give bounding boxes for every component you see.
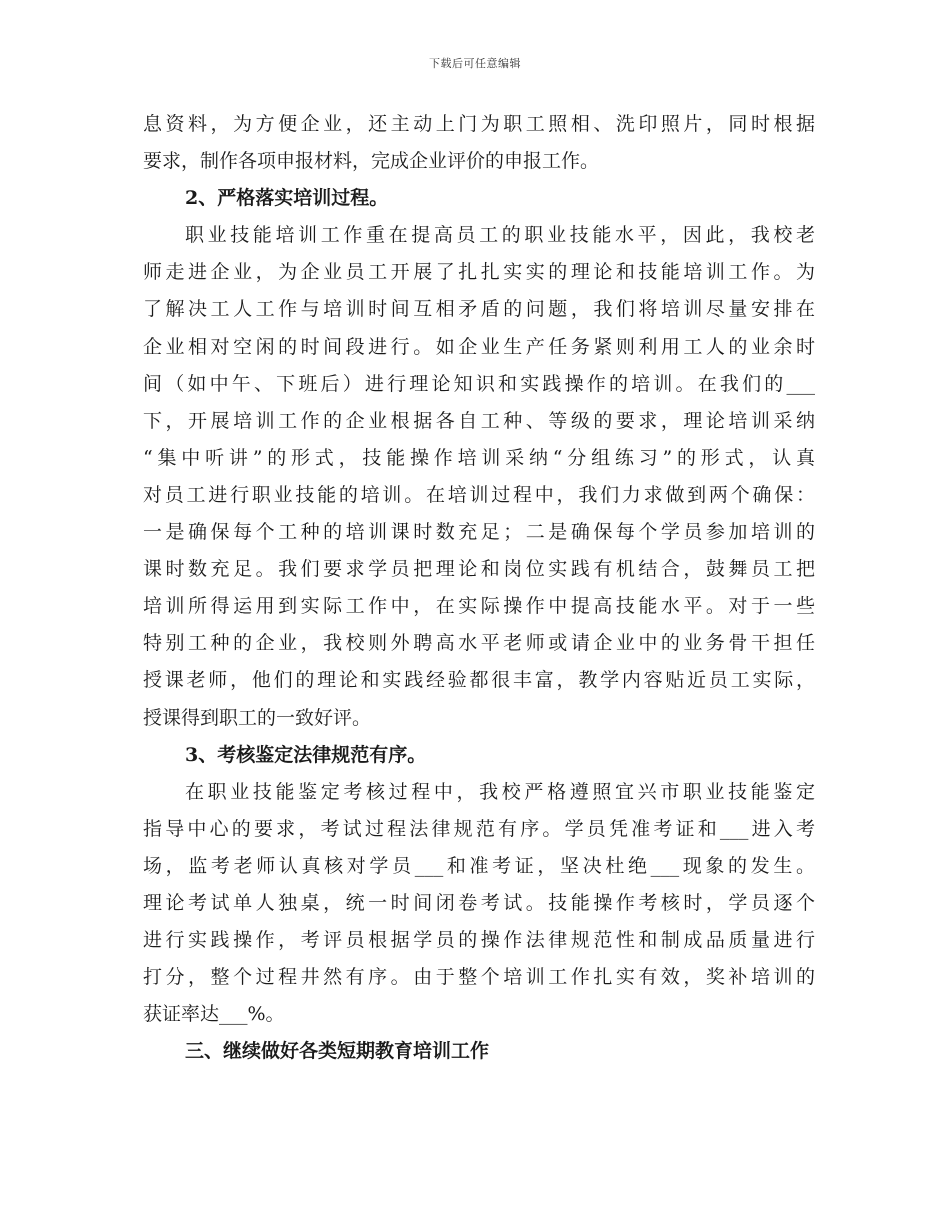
paragraph-line: 对员工进行职业技能的培训。在培训过程中，我们力求做到两个确保： [143,483,815,506]
paragraph-line: 课时数充足。我们要求学员把理论和岗位实践有机结合，鼓舞员工把 [143,558,815,581]
paragraph-line: 在职业技能鉴定考核过程中，我校严格遵照宜兴市职业技能鉴定 [185,780,815,803]
paragraph-line: 授课老师，他们的理论和实践经验都很丰富，教学内容贴近员工实际， [143,669,815,692]
paragraph-line: 获证率达___%。 [143,1003,285,1026]
document-body [143,106,815,1070]
paragraph-line: “集中听讲”的形式，技能操作培训采纳“分组练习”的形式，认真 [143,446,815,469]
paragraph-line: 场，监考老师认真核对学员___和准考证，坚决杜绝___现象的发生。 [143,854,815,877]
paragraph-line: 企业相对空闲的时间段进行。如企业生产任务紧则利用工人的业余时 [143,335,815,358]
paragraph-line: 要求，制作各项申报材料，完成企业评价的申报工作。 [143,150,600,173]
paragraph-line: 间（如中午、下班后）进行理论知识和实践操作的培训。在我们的___ [143,372,815,395]
paragraph-line: 息资料，为方便企业，还主动上门为职工照相、洗印照片，同时根据 [143,113,815,135]
paragraph-line: 培训所得运用到实际工作中，在实际操作中提高技能水平。对于一些 [143,595,815,618]
paragraph-line: 职业技能培训工作重在提高员工的职业技能水平，因此，我校老 [185,224,815,247]
paragraph-line: 师走进企业，为企业员工开展了扎扎实实的理论和技能培训工作。为 [143,261,815,284]
paragraph-line: 下，开展培训工作的企业根据各自工种、等级的要求，理论培训采纳 [143,409,815,432]
paragraph-line: 打分，整个过程井然有序。由于整个培训工作扎实有效，奖补培训的 [143,966,815,989]
section-heading: 3、考核鉴定法律规范有序。 [185,743,427,766]
paragraph-line: 指导中心的要求，考试过程法律规范有序。学员凭准考证和___进入考 [143,817,815,840]
section-heading: 2、严格落实培训过程。 [185,187,389,210]
paragraph-line: 理论考试单人独桌，统一时间闭卷考试。技能操作考核时，学员逐个 [143,891,815,914]
paragraph-line: 一是确保每个工种的培训课时数充足；二是确保每个学员参加培训的 [143,521,815,544]
paragraph-line: 授课得到职工的一致好评。 [143,706,372,729]
paragraph-line: 进行实践操作，考评员根据学员的操作法律规范性和制成品质量进行 [143,929,815,952]
section-heading: 三、继续做好各类短期教育培训工作 [185,1040,490,1063]
paragraph-line: 特别工种的企业，我校则外聘高水平老师或请企业中的业务骨干担任 [143,632,815,655]
page-header-note: 下载后可任意编辑 [429,57,521,70]
paragraph-line: 了解决工人工作与培训时间互相矛盾的问题，我们将培训尽量安排在 [143,298,815,321]
